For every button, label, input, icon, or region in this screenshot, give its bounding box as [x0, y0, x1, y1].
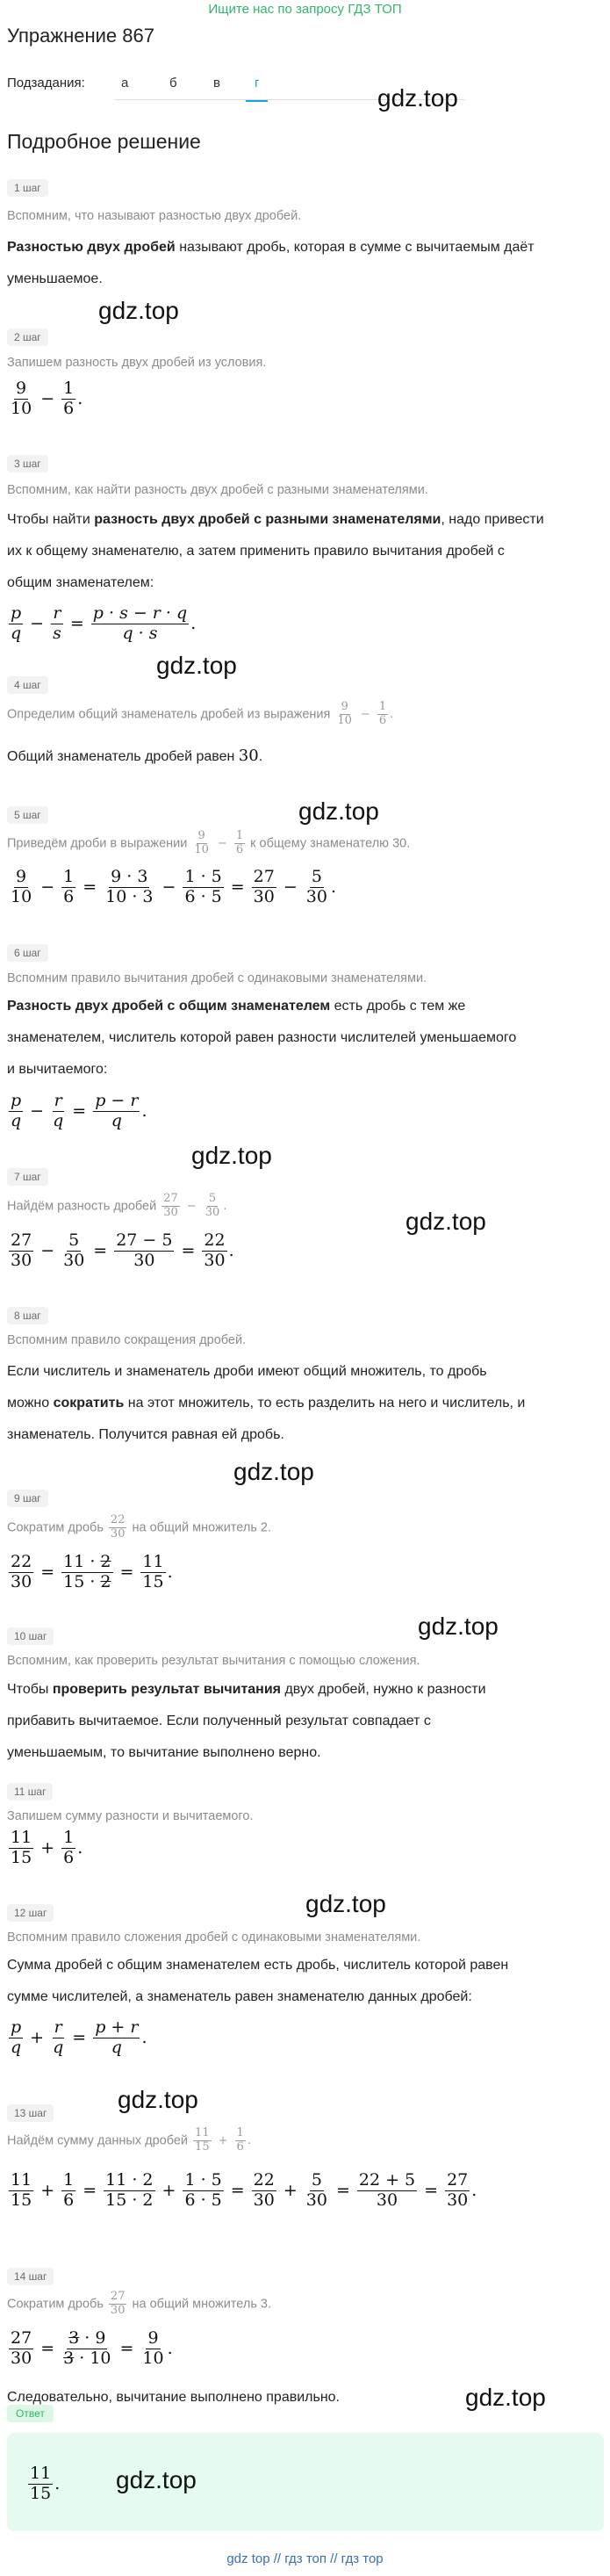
step-label: 12 шаг	[7, 1904, 54, 1922]
answer-numerator: 11	[30, 2464, 52, 2483]
step-label: 4 шаг	[7, 676, 48, 694]
inline-math: 27 30	[110, 2290, 126, 2317]
math-expression: $\frac{22}{30}$ = $\frac{11 \cdot 2}{15 \cdot 2}$ = $\frac{11}{15}$ .	[11, 1552, 173, 1591]
watermark: gdz.top	[418, 1613, 499, 1640]
text-part: Общий знаменатель дробей равен	[7, 749, 235, 764]
math-expression: 11 15 + $\frac{1}{6}$ = $\frac{11 \cdot 2}{15 \cdot 2}$ + $\frac{1 \cdot 5}{6 \cdot 5}$ = $\frac{22}{30}$ + $\frac{5}{30}$ = $\frac{22 + 5}{30}$ = $\frac{27}{30}$ .	[11, 2170, 477, 2210]
step-text	[7, 1950, 604, 2013]
step-hint	[7, 830, 410, 857]
step-hint	[7, 2291, 271, 2318]
step-label: 3 шаг	[7, 455, 48, 473]
step-label: 6 шаг	[7, 944, 48, 962]
step-text: Следовательно, вычитание выполнено правильно.	[7, 2390, 340, 2405]
step-text	[7, 504, 604, 599]
subtask-tab-b[interactable]: б	[169, 76, 177, 90]
step-label: 11 шаг	[7, 1783, 53, 1800]
step-label: 13 шаг	[7, 2104, 54, 2122]
hint-value: 3.	[260, 2297, 272, 2312]
hint-text: Найдём сумму данных дробей	[7, 2133, 189, 2148]
step-hint: Вспомним правило сложения дробей с одинаковыми знаменателями.	[7, 1930, 421, 1945]
step-hint: Запишем сумму разности и вычитаемого.	[7, 1809, 254, 1823]
math-expression: 11 15 + $\frac{1}{6}$ .	[11, 1828, 83, 1867]
math-expression: 9 10 − $\frac{1}{6}$ .	[11, 379, 83, 418]
step-label: 9 шаг	[7, 1490, 48, 1507]
hint-text: на общий множитель	[132, 1520, 257, 1535]
inline-math: 27 30 − $\frac{5}{30}$ .	[163, 1192, 227, 1219]
step-text: Общий знаменатель дробей равен 30.	[7, 747, 263, 765]
step-text	[7, 1674, 604, 1769]
watermark: gdz.top	[298, 797, 379, 825]
answer-box	[7, 2433, 604, 2531]
watermark: gdz.top	[191, 1142, 272, 1169]
step-hint: Вспомним, как найти разность двух дробей с разными знаменателями.	[7, 483, 428, 497]
math-expression: 9 10 − $\frac{1}{6}$ = $\frac{9 \cdot 3}{10 \cdot 3}$ − $\frac{1 \cdot 5}{6 \cdot 5}$ = $\frac{27}{30}$ − $\frac{5}{30}$ .	[11, 867, 336, 906]
subtask-tab-v[interactable]: в	[213, 76, 220, 90]
watermark: gdz.top	[377, 84, 458, 112]
math-formula: p q + $\frac{r}{q}$ = $\frac{p + r}{q}$ .	[11, 2017, 147, 2057]
text-part: Чтобы найти	[7, 512, 95, 527]
step-text	[7, 1356, 604, 1451]
step-hint	[7, 701, 393, 728]
step-hint: Вспомним правило сокращения дробей.	[7, 1333, 247, 1347]
watermark: gdz.top	[305, 1890, 386, 1917]
term-bold: проверить результат вычитания	[52, 1682, 282, 1697]
text-part: Чтобы	[7, 1682, 53, 1697]
watermark: gdz.top	[465, 2384, 546, 2411]
hint-text: Приведём дроби в выражении	[7, 836, 188, 851]
math-formula: p q − $\frac{r}{s}$ = $\frac{p \cdot s - r \cdot q}{q \cdot s}$ .	[11, 603, 197, 643]
text-part: , надо привести	[441, 512, 544, 527]
step-label: 1 шаг	[7, 179, 48, 197]
hint-text: Сократим дробь	[7, 1520, 104, 1535]
step-label: 8 шаг	[7, 1307, 48, 1324]
step-hint: Вспомним, что называют разностью двух дробей.	[7, 209, 302, 223]
text-part: сумме числителей, а знаменатель равен знаменателю данных дробей:	[7, 1989, 472, 2004]
value: 30	[238, 747, 259, 765]
math-formula: p q − $\frac{r}{q}$ = $\frac{p - r}{q}$ .	[11, 1091, 147, 1130]
text-part: общим знаменателем:	[7, 575, 154, 590]
subtask-tab-g[interactable]: г	[246, 74, 268, 102]
hint-value: 2.	[260, 1520, 272, 1535]
term-bold: Разность двух дробей с общим знаменателем	[7, 999, 331, 1014]
term-bold: сократить	[53, 1396, 125, 1411]
inline-math: 9 10 − $\frac{1}{6}$	[194, 829, 244, 856]
step-hint	[7, 1193, 226, 1220]
watermark: gdz.top	[118, 2086, 198, 2113]
term-bold: разность двух дробей с разными знаменателями	[94, 512, 441, 527]
watermark: gdz.top	[156, 652, 237, 679]
inline-math: 22 30	[110, 1513, 126, 1541]
step-label: 5 шаг	[7, 806, 48, 824]
text-part: их к общему знаменателю, а затем применить правило вычитания дробей с	[7, 544, 505, 559]
step-text	[7, 232, 604, 295]
step-hint	[7, 1514, 271, 1541]
step-label: 10 шаг	[7, 1627, 54, 1645]
text-part: знаменателем, числитель которой равен разности числителей уменьшаемого	[7, 1030, 517, 1045]
text-part: уменьшаемое.	[7, 271, 103, 286]
step-hint: Вспомним правило вычитания дробей с одинаковыми знаменателями.	[7, 971, 427, 985]
step-text	[7, 991, 604, 1086]
section-title: Подробное решение	[7, 130, 201, 153]
step-label: 2 шаг	[7, 328, 48, 346]
answer-denominator: 15	[30, 2483, 52, 2503]
subtasks-label: Подзадания:	[7, 76, 85, 90]
answer-fraction: $\frac{11}{15}$ .	[30, 2464, 61, 2503]
step-hint: Запишем разность двух дробей из условия.	[7, 356, 267, 370]
term-bold: Разностью двух дробей	[7, 240, 176, 255]
hint-text: Найдём разность дробей	[7, 1199, 157, 1214]
watermark: gdz.top	[98, 297, 179, 324]
text-part: на этот множитель, то есть разделить на него и числитель, и	[124, 1396, 526, 1411]
text-part: прибавить вычитаемое. Если полученный результат совпадает с	[7, 1714, 431, 1728]
step-hint	[7, 2127, 251, 2154]
text-part: Если числитель и знаменатель дроби имеют общий множитель, то дробь	[7, 1364, 487, 1379]
math-expression: $\frac{27}{30}$ = $\frac{3 \cdot 9}{3 \cdot 10}$ = $\frac{9}{10}$ .	[11, 2328, 173, 2368]
inline-math: 9 10 − $\frac{1}{6}$ .	[337, 700, 394, 727]
step-hint: Вспомним, как проверить результат вычитания с помощью сложения.	[7, 1654, 420, 1668]
step-label: 7 шаг	[7, 1168, 48, 1186]
subtask-tab-a[interactable]: а	[121, 76, 129, 90]
text-part: уменьшаемым, то вычитание выполнено верно.	[7, 1745, 321, 1760]
hint-text: на общий множитель	[132, 2297, 257, 2312]
search-banner[interactable]: Ищите нас по запросу ГДЗ ТОП	[208, 2, 402, 17]
answer-label: Ответ	[7, 2405, 54, 2422]
hint-text: Сократим дробь	[7, 2297, 104, 2312]
hint-text: Определим общий знаменатель дробей из выражения	[7, 707, 331, 722]
text-part: знаменатель. Получится равная ей дробь.	[7, 1427, 284, 1442]
footer-links[interactable]: gdz top // гдз топ // гдз тор	[226, 2551, 384, 2566]
watermark: gdz.top	[405, 1208, 486, 1235]
text-part: и вычитаемого:	[7, 1062, 108, 1077]
hint-text: к общему знаменателю	[250, 836, 390, 851]
text-part: двух дробей, нужно к разности	[281, 1682, 486, 1697]
watermark: gdz.top	[233, 1458, 314, 1485]
watermark: gdz.top	[116, 2466, 197, 2493]
text-part: Сумма дробей с общим знаменателем есть дробь, числитель которой равен	[7, 1958, 509, 1973]
text-part: называют дробь, которая в сумме с вычитаемым даёт	[175, 240, 535, 255]
math-expression: 27 30 − $\frac{5}{30}$ = $\frac{27 - 5}{30}$ = $\frac{22}{30}$ .	[11, 1230, 234, 1270]
text-part: можно	[7, 1396, 54, 1411]
hint-value: 30.	[392, 836, 411, 851]
inline-math: 11 15 + $\frac{1}{6}$ .	[195, 2126, 251, 2154]
page-title: Упражнение 867	[7, 25, 154, 47]
step-label: 14 шаг	[7, 2268, 54, 2285]
text-part: есть дробь с тем же	[330, 999, 466, 1014]
